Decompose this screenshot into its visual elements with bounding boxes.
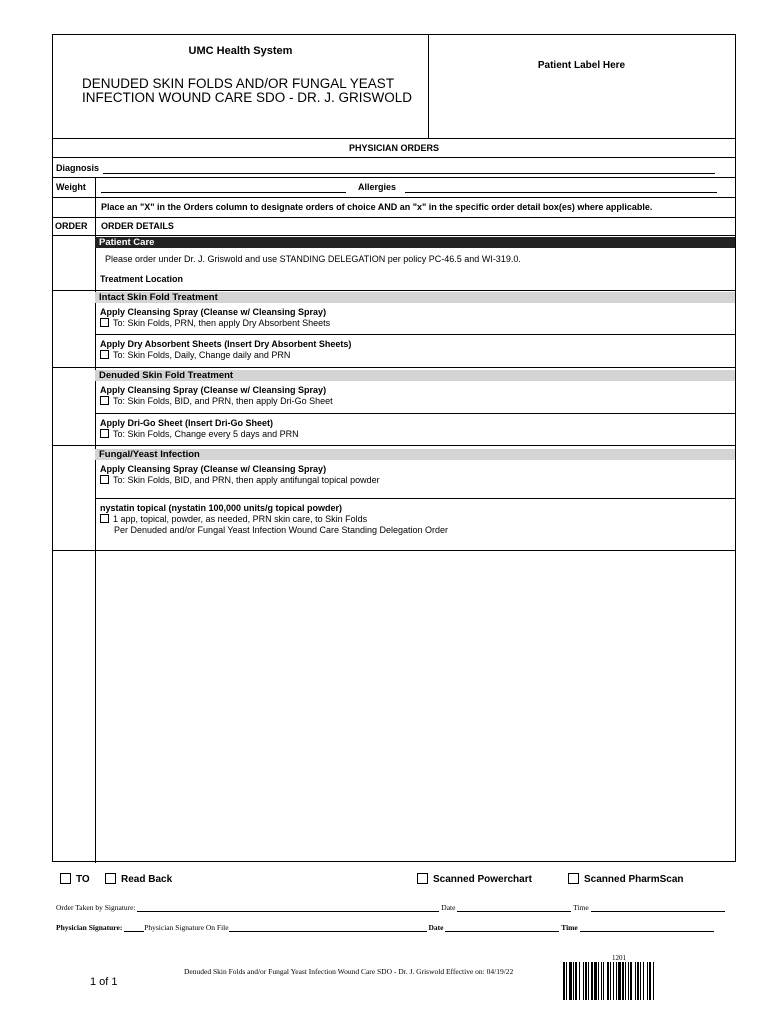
diagnosis-field[interactable] bbox=[103, 173, 715, 174]
blank-order-details[interactable] bbox=[96, 551, 735, 862]
instruction-text: Place an "X" in the Orders column to designate orders of choice AND an "x" in the specific order detail box(es) where applicable. bbox=[101, 202, 653, 212]
order-item bbox=[100, 339, 351, 360]
scanned-pharmscan-label: Scanned PharmScan bbox=[584, 874, 684, 885]
divider bbox=[53, 445, 735, 446]
order-taken-signature-field[interactable] bbox=[137, 903, 439, 912]
read-back-checkbox[interactable] bbox=[105, 873, 116, 884]
order-checkbox[interactable] bbox=[100, 396, 109, 405]
allergies-label: Allergies bbox=[358, 182, 397, 192]
time-label: Time bbox=[561, 923, 578, 932]
order-details-column-header: ORDER DETAILS bbox=[101, 221, 174, 231]
treatment-location: Treatment Location bbox=[100, 274, 184, 284]
title-line-2: INFECTION WOUND CARE SDO - DR. J. GRISWOLD bbox=[82, 90, 413, 105]
divider bbox=[53, 197, 735, 198]
section-patient-care: Patient Care bbox=[95, 237, 735, 248]
order-taken-label: Order Taken by Signature: bbox=[56, 903, 136, 912]
divider bbox=[53, 235, 735, 236]
divider bbox=[53, 138, 735, 139]
order-checkbox[interactable] bbox=[100, 350, 109, 359]
physician-orders-heading: PHYSICIAN ORDERS bbox=[348, 143, 439, 153]
order-checkbox[interactable] bbox=[100, 429, 109, 438]
order-item bbox=[100, 385, 333, 406]
order-taken-date-field[interactable] bbox=[457, 903, 571, 912]
barcode-icon bbox=[563, 962, 697, 1000]
to-option[interactable] bbox=[60, 873, 90, 885]
physician-signature-label: Physician Signature: bbox=[56, 923, 123, 932]
order-taken-time-field[interactable] bbox=[591, 903, 725, 912]
order-detail: To: Skin Folds, PRN, then apply Dry Absorbent Sheets bbox=[113, 318, 331, 328]
date-label: Date bbox=[428, 923, 444, 932]
order-name: Apply Cleansing Spray (Cleanse w/ Cleansing Spray) bbox=[100, 385, 327, 395]
patient-care-text: Please order under Dr. J. Griswold and use STANDING DELEGATION per policy PC-46.5 and WI-319.0. bbox=[105, 254, 521, 264]
physician-signature-value: Physician Signature On File bbox=[144, 923, 229, 932]
order-detail: 1 app, topical, powder, as needed, PRN skin care, to Skin Folds bbox=[113, 514, 368, 524]
blank-order-cell[interactable] bbox=[53, 551, 95, 862]
scanned-powerchart-checkbox[interactable] bbox=[417, 873, 428, 884]
section-denuded-skin-fold: Denuded Skin Fold Treatment bbox=[95, 370, 735, 381]
order-item bbox=[100, 307, 330, 328]
divider bbox=[53, 157, 735, 158]
physician-date-field[interactable] bbox=[445, 923, 559, 932]
scanned-powerchart-option[interactable] bbox=[417, 873, 532, 885]
order-detail: To: Skin Folds, Change every 5 days and PRN bbox=[113, 429, 299, 439]
order-column-header: ORDER bbox=[55, 221, 88, 231]
order-name: Apply Cleansing Spray (Cleanse w/ Cleansing Spray) bbox=[100, 464, 327, 474]
page-number: 1 of 1 bbox=[90, 976, 118, 988]
weight-label: Weight bbox=[56, 182, 86, 192]
divider bbox=[95, 334, 735, 335]
title-line-1: DENUDED SKIN FOLDS AND/OR FUNGAL YEAST bbox=[82, 76, 395, 91]
physician-time-field[interactable] bbox=[580, 923, 714, 932]
divider bbox=[95, 413, 735, 414]
header-divider bbox=[428, 35, 429, 138]
section-intact-skin-fold: Intact Skin Fold Treatment bbox=[95, 292, 735, 303]
patient-label: Patient Label Here bbox=[537, 60, 626, 71]
effective-text: Denuded Skin Folds and/or Fungal Yeast Infection Wound Care SDO - Dr. J. Griswold Effective on: 04/19/22 bbox=[184, 967, 514, 976]
weight-field[interactable] bbox=[101, 192, 346, 193]
order-checkbox[interactable] bbox=[100, 318, 109, 327]
order-detail-2: Per Denuded and/or Fungal Yeast Infection Wound Care Standing Delegation Order bbox=[114, 525, 449, 535]
barcode-number: 1201 bbox=[612, 954, 626, 962]
section-fungal-yeast: Fungal/Yeast Infection bbox=[95, 449, 735, 460]
divider bbox=[53, 217, 735, 218]
order-name: Apply Cleansing Spray (Cleanse w/ Cleansing Spray) bbox=[100, 307, 327, 317]
order-checkbox[interactable] bbox=[100, 514, 109, 523]
allergies-field[interactable] bbox=[405, 192, 717, 193]
order-detail: To: Skin Folds, Daily, Change daily and PRN bbox=[113, 350, 291, 360]
divider bbox=[95, 498, 735, 499]
order-name: Apply Dry Absorbent Sheets (Insert Dry Absorbent Sheets) bbox=[100, 339, 352, 349]
order-name: nystatin topical (nystatin 100,000 units/g topical powder) bbox=[100, 503, 343, 513]
scanned-powerchart-label: Scanned Powerchart bbox=[433, 874, 532, 885]
date-label: Date bbox=[441, 903, 456, 912]
scanned-pharmscan-option[interactable] bbox=[568, 873, 683, 885]
read-back-option[interactable] bbox=[105, 873, 172, 885]
order-item bbox=[100, 464, 380, 485]
divider bbox=[53, 177, 735, 178]
diagnosis-label: Diagnosis bbox=[56, 163, 100, 173]
time-label: Time bbox=[573, 903, 589, 912]
order-item bbox=[100, 418, 299, 439]
order-checkbox[interactable] bbox=[100, 475, 109, 484]
org-name: UMC Health System bbox=[188, 45, 293, 57]
order-detail: To: Skin Folds, BID, and PRN, then apply Dri-Go Sheet bbox=[113, 396, 333, 406]
order-item bbox=[100, 503, 448, 535]
divider bbox=[53, 367, 735, 368]
physician-signature-row bbox=[56, 923, 714, 932]
order-detail: To: Skin Folds, BID, and PRN, then apply antifungal topical powder bbox=[113, 475, 380, 485]
order-taken-row bbox=[56, 903, 725, 912]
order-name: Apply Dri-Go Sheet (Insert Dri-Go Sheet) bbox=[100, 418, 274, 428]
to-checkbox[interactable] bbox=[60, 873, 71, 884]
to-label: TO bbox=[76, 874, 90, 885]
form-title bbox=[82, 77, 412, 105]
divider bbox=[53, 290, 735, 291]
read-back-label: Read Back bbox=[121, 874, 173, 885]
scanned-pharmscan-checkbox[interactable] bbox=[568, 873, 579, 884]
order-form bbox=[52, 34, 736, 862]
